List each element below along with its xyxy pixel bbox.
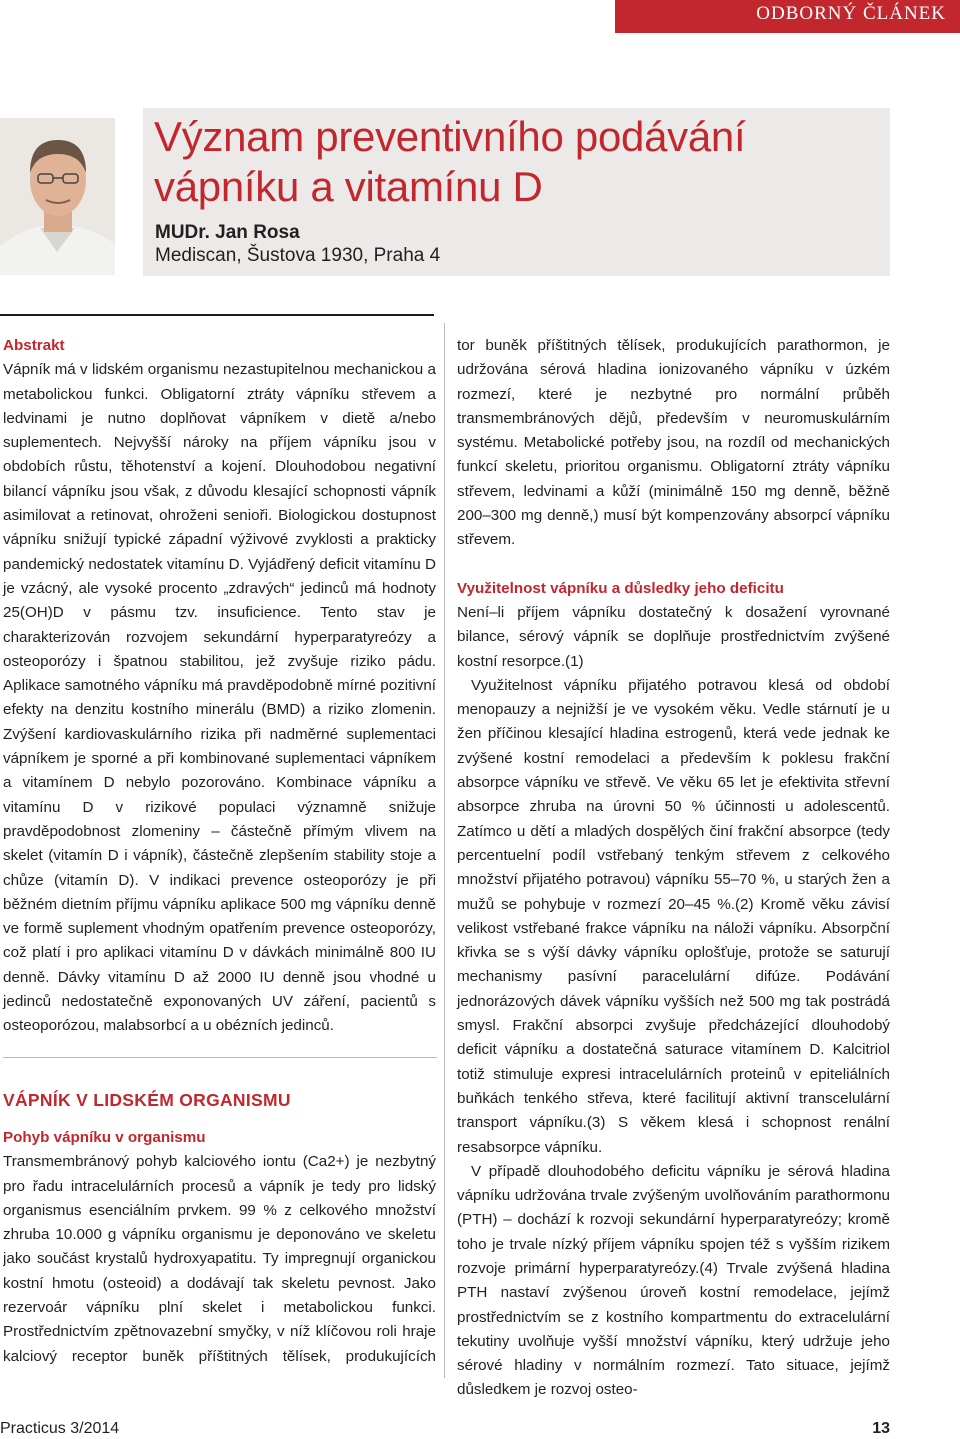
top-rule	[0, 314, 434, 316]
subsection-1-text-left: Transmembránový pohyb kalciového iontu (Ca2+) je nezbytný pro řadu intracelulárních procesů a vápník je tedy pro lidský organismus esenciálním prvkem. 99 % z celkového množství zhruba 10.000 g vápníku organismu je deponováno ve skeletu jako součást krystalů hydroxyapatitu. Ty impregnují organickou kostní hmotu (osteoid) a dodávají tak skeletu pevnost. Jako rezervoár vápníku plní skelet i metabolickou funkci. Prostřednictvím zpětnovazební smyčky, v níž klíčovou roli hraje kalciový receptor buněk příštitných tělísek, produkujících	[3, 1153, 436, 1365]
section-separator	[3, 1057, 437, 1088]
subsection-2-paragraph-1: Není–li příjem vápníku dostatečný k dosažení vyrovnané bilance, sérový vápník se doplňuje prostřednictvím zvýšené kostní resorpce.(1)	[457, 603, 890, 670]
footer-journal: Practicus 3/2014	[0, 1420, 120, 1437]
section-heading: VÁPNÍK V LIDSKÉM ORGANISMU	[3, 1089, 291, 1110]
subsection-2-paragraph-3: V případě dlouhodobého deficitu vápníku je sérová hladina vápníku udržována trvale zvýšeným uvolňováním parathormonu (PTH) – dochází k rozvoji sekundární hyperparatyreózy; kromě toho je trvale nízký příjem vápníku spojen též s vyšším rizikem rozvoje primární hyperparatyreózy.(4) Trvale zvýšená hladina PTH nastaví zvýšenou úroveň kostní remodelace, jejímž prostřednictvím se z kostního kompartmentu do extracelulární tekutiny uvolňuje vyšší množství vápníku, který udržuje jeho sérové hladiny v normálním rozmezí. Tato situace, jejímž důsledkem je rozvoj osteo-	[457, 1162, 890, 1399]
article-title: Význam preventivního podávání vápníku a vitamínu D	[154, 113, 746, 210]
author-name: MUDr. Jan Rosa	[155, 222, 300, 243]
author-affiliation: Mediscan, Šustova 1930, Praha 4	[155, 245, 441, 266]
column-divider	[444, 323, 445, 1378]
page-number: 13	[872, 1420, 890, 1437]
subsection-heading-1: Pohyb vápníku v organismu	[3, 1128, 206, 1146]
subsection-2-paragraph-2: Využitelnost vápníku přijatého potravou klesá od období menopauzy a nejnižší je ve vysokém věku. Vedle stárnutí je u žen příčinou klesající hladina estrogenů, která vede jednak ke zvýšené kostní remodelaci a především k poklesu frakční absorpce vápníku ve střevě. Ve věku 65 let je efektivita střevní absorpce zhruba na úrovni 50 % účinnosti u adolescentů. Zatímco u dětí a mladých dospělých činí frakční absorpce (tedy percentuelní podíl vstřebaný tenkým střevem z celkového množství přijatého potravou) vápníku 55–70 %, u starých žen a mužů se pohybuje v rozmezí 20–45 %.(2) Kromě věku závisí velikost vstřebané frakce vápníku na náloži vápníku. Absorpční křivka se s výší dávky vápníku oplošťuje, protože se saturují mechanismy pasívní paracelulární difúze. Podávání jednorázových dávek vápníku vyšších než 500 mg tak postrádá smysl. Frakční absorpci zvyšuje předcházející dlouhodobý deficit vápníku a dostatečná saturace vitamínem D. Kalcitriol totiž stimuluje expresi intracelulárních proteinů v epiteliálních buňkách tenkého střeva, které facilitují aktivní transcelulární transport vápníku.(3) S věkem klesá i schopnost renální resabsorpce vápníku.	[457, 676, 890, 1156]
right-column	[457, 334, 890, 1403]
abstract-text: Vápník má v lidském organismu nezastupitelnou mechanickou a metabolickou funkci. Obligatorní ztráty vápníku střevem a ledvinami je nutno doplňovat vápníkem v dietě a/nebo suplementech. Nejvyšší nároky na příjem vápníku jsou v obdobích růstu, těhotenství a kojení. Dlouhodobou negativní bilancí vápníku jsou však, z důvodu klesající schopnosti vápník asimilovat a retinovat, ohroženi senioři. Biologickou dostupnost vápníku snižují typické západní výživové zvyklosti a prakticky pandemický nedostatek vitamínu D. Vyjádřený deficit vitamínu D je vzácný, ale vysoké procento „zdravých“ jedinců má hodnoty 25(OH)D v pásmu tzv. insuficience. Tento stav je charakterizován rozvojem sekundární hyperparatyreózy a osteoporózy i špatnou stabilitou, jež zvyšuje riziko pádu. Aplikace samotného vápníku má pravděpodobně mírné pozitivní efekty na denzitu kostního minerálu (BMD) a riziko zlomenin. Zvýšení kardiovaskulárního rizika při nadměrné suplementaci vápníkem je sporné a při kombinované suplementaci vápníkem a vitamínem D nebylo pozorováno. Kombinace vápníku a vitamínu D v rizikové populaci významně snižuje pravděpodobnost zlomeniny – částečně přímým vlivem na skelet (vitamín D i vápník), částečně zlepšením stability stoje a chůze (vitamín D). V indikaci prevence osteoporózy je při běžném dietním příjmu vápníku aplikace 500 mg vápníku denně ve formě suplement vhodným opatřením prevence osteoporózy, což platí i pro aplikaci vitamínu D v dávkách minimálně 800 IU denně. Dávky vitamínu D až 2000 IU denně jsou vhodné u jedinců nedostatečně exponovaných UV záření, pacientů s osteoporózou, malabsorbcí a u obézních jedinců.	[3, 361, 436, 1035]
subsection-heading-2: Využitelnost vápníku a důsledky jeho deficitu	[457, 579, 784, 597]
subsection-1-text-continued: tor buněk příštitných tělísek, produkujících parathormon, je udržována sérová hladina ionizovaného vápníku v úzkém rozmezí, které je nezbytné pro normální průběh transmembránových dějů, především v neuromuskulárním systému. Metabolické potřeby jsou, na rozdíl od mechanických funkcí skeletu, prioritou organismu. Obligatorní ztráty vápníku střevem, ledvinami a kůží (minimálně 150 mg denně, běžně 200–300 mg denně,) musí být kompenzovány absorpcí vápníku střevem.	[457, 337, 890, 549]
section-tag: ODBORNÝ ČLÁNEK	[615, 0, 960, 33]
left-column	[3, 334, 436, 1369]
author-photo	[0, 118, 115, 275]
abstract-heading: Abstrakt	[3, 337, 65, 354]
